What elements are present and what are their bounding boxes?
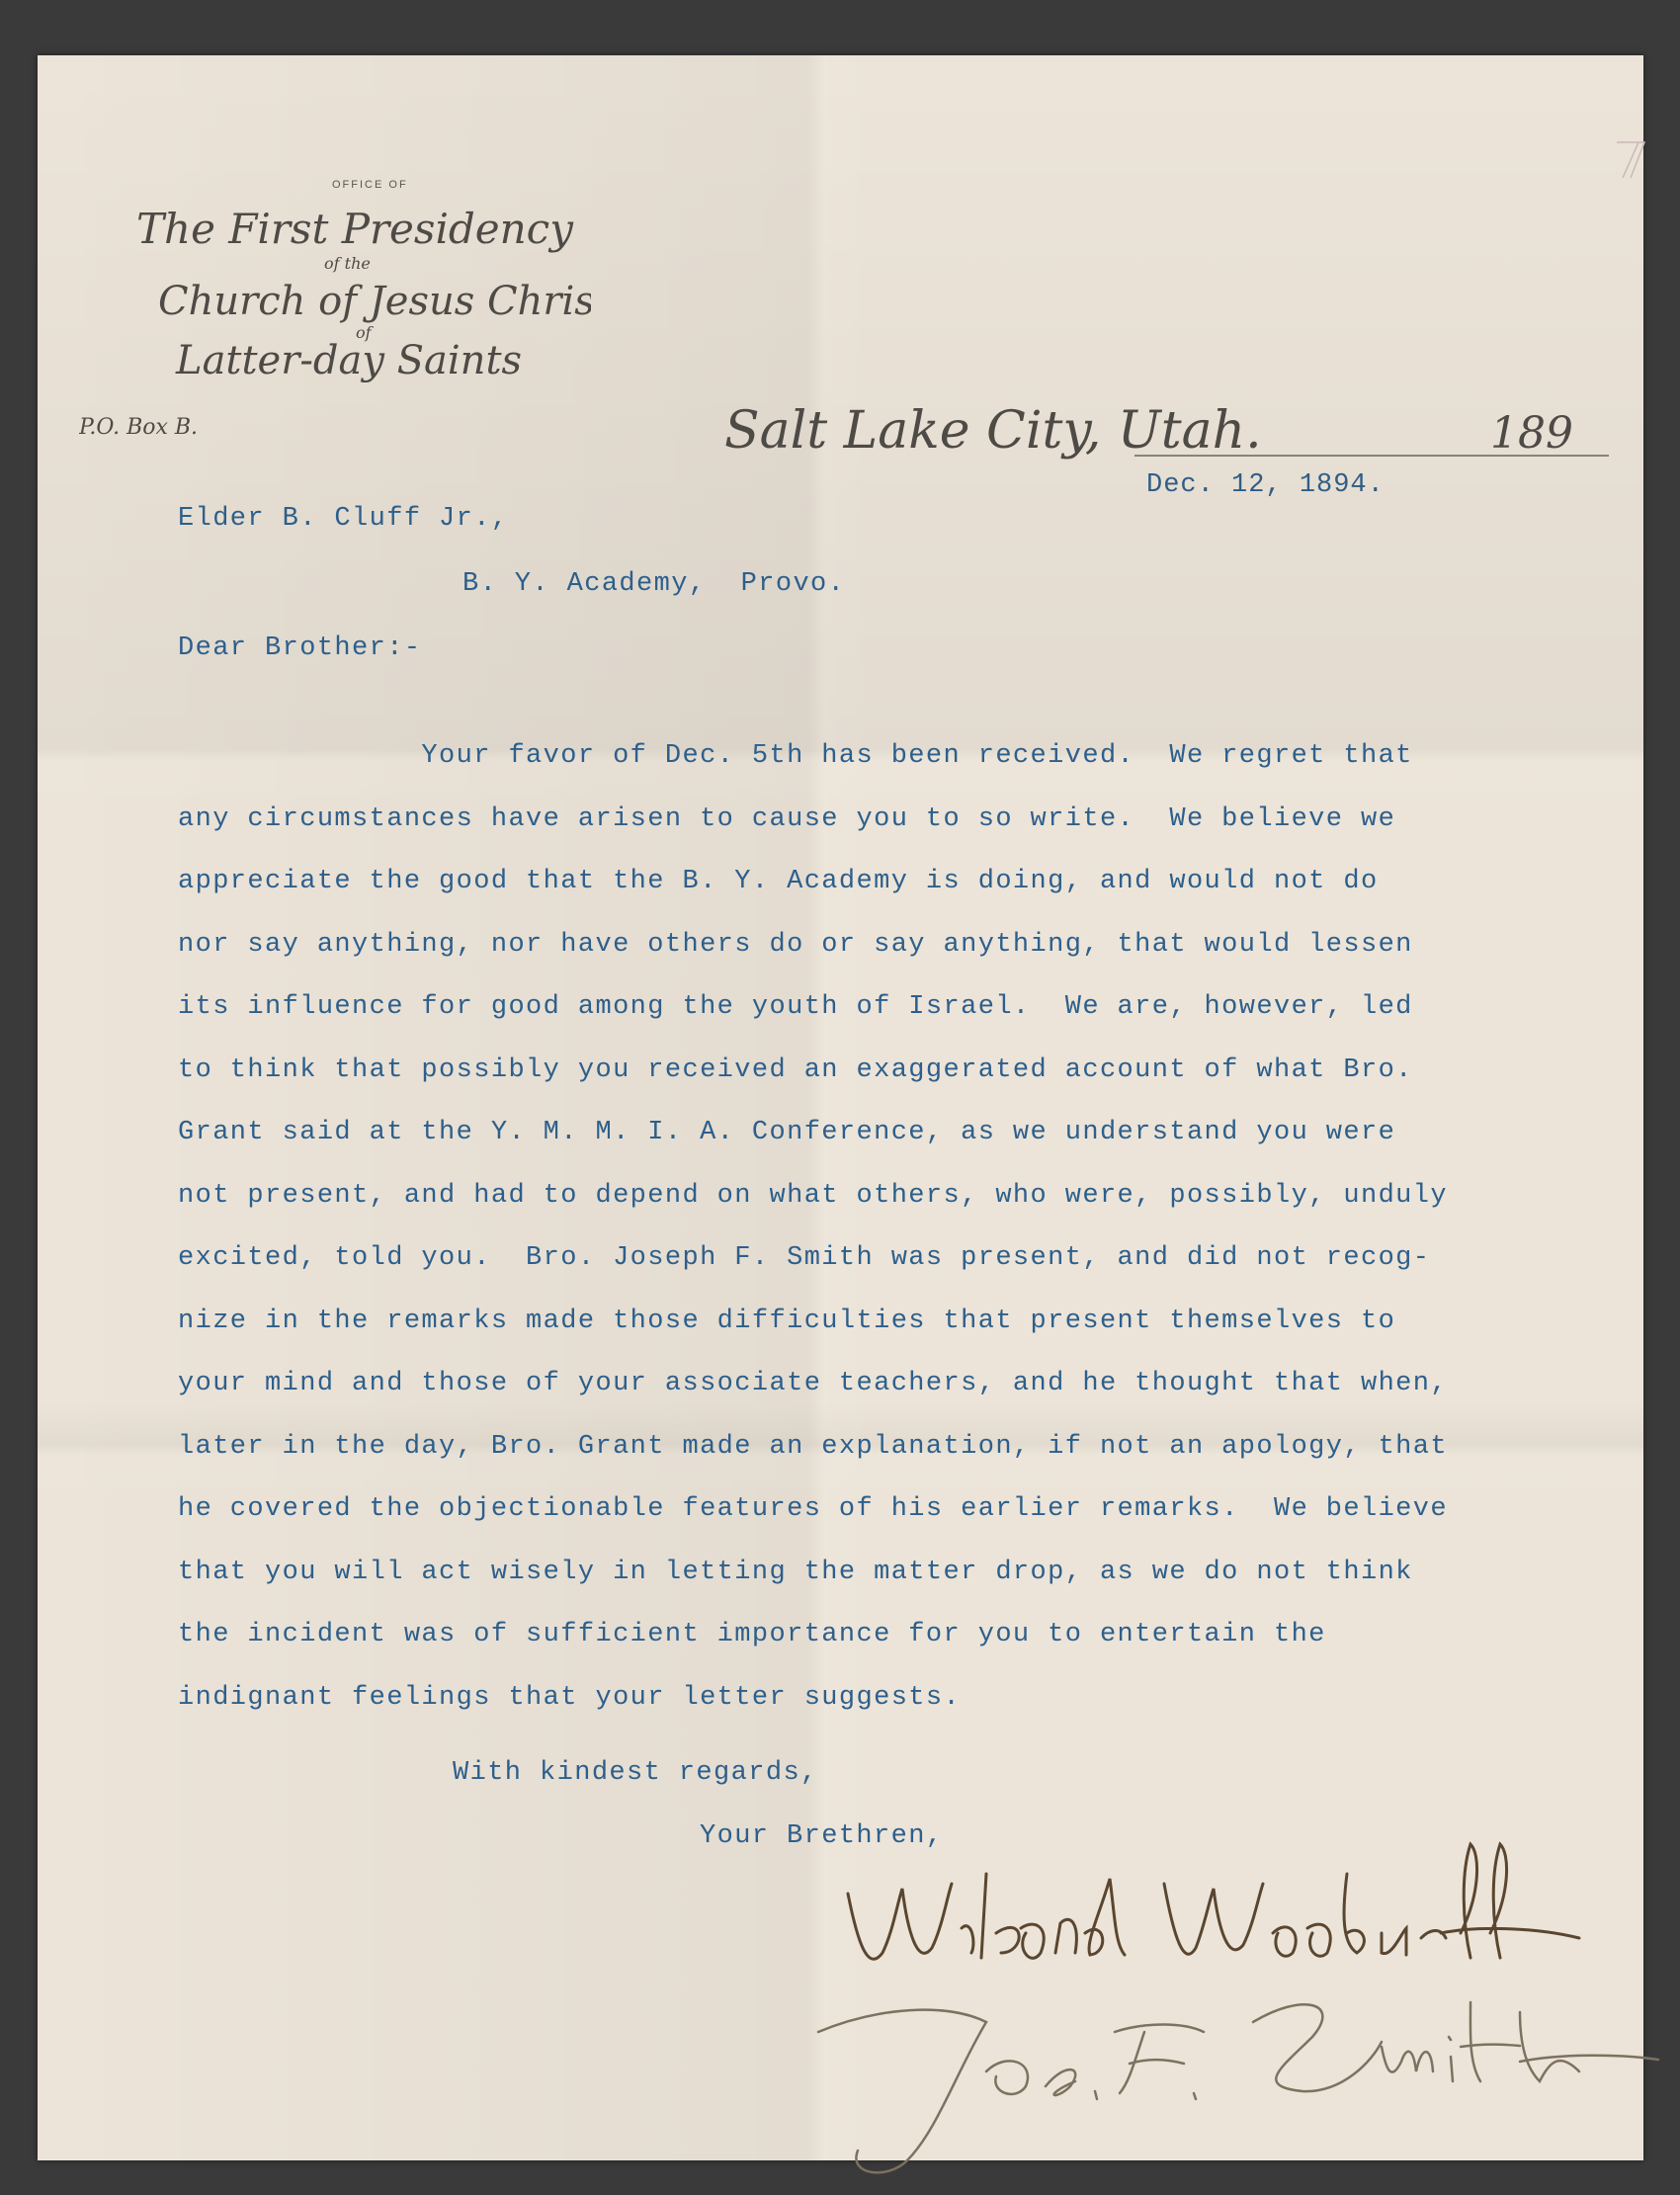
- letter-page: [38, 55, 1643, 2160]
- body-line: that you will act wisely in letting the matter drop, as we do not think: [178, 1557, 1413, 1587]
- body-line: not present, and had to depend on what others, who were, possibly, unduly: [178, 1180, 1448, 1211]
- letterhead-first-presidency: The First Presidency: [136, 205, 573, 253]
- recipient-name: Elder B. Cluff Jr.,: [178, 504, 509, 534]
- letterhead-of: of: [356, 323, 372, 342]
- body-line: appreciate the good that the B. Y. Academy is doing, and would not do: [178, 867, 1379, 896]
- salutation: Dear Brother:-: [178, 633, 422, 663]
- body-line: any circumstances have arisen to cause you to so write. We believe we: [178, 803, 1396, 834]
- closing-brethren: Your Brethren,: [700, 1821, 944, 1851]
- body-line: excited, told you. Bro. Joseph F. Smith was present, and did not recog-: [178, 1243, 1431, 1273]
- signature-wilford-woodruff: [848, 1844, 1579, 1959]
- signature-jos-f-smith: [818, 2002, 1658, 2172]
- body-line: your mind and those of your associate teachers, and he thought that when,: [178, 1369, 1448, 1398]
- letter-date: Dec. 12, 1894.: [1146, 470, 1385, 500]
- body-line: Grant said at the Y. M. M. I. A. Conference, as we understand you were: [178, 1118, 1396, 1147]
- po-box: [79, 406, 257, 446]
- signatures: [789, 1834, 1678, 2190]
- letterhead-church: Church of Jesus Christ: [158, 279, 591, 324]
- recipient-address: B. Y. Academy, Provo.: [462, 569, 846, 599]
- body-line: he covered the objectionable features of his earlier remarks. We believe: [178, 1494, 1448, 1524]
- letterhead-latter-day-saints: Latter-day Saints: [176, 338, 523, 383]
- body-line: nor say anything, nor have others do or say anything, that would lessen: [178, 929, 1413, 960]
- year-prefix: 189: [1490, 408, 1573, 459]
- body-line: nize in the remarks made those difficulties that present themselves to: [178, 1306, 1396, 1336]
- letterhead-of-the: of the: [324, 254, 371, 273]
- body-line: to think that possibly you received an exaggerated account of what Bro.: [178, 1055, 1413, 1085]
- body-line: later in the day, Bro. Grant made an explanation, if not an apology, that: [178, 1431, 1448, 1462]
- body-line: indignant feelings that your letter suggests.: [178, 1682, 962, 1713]
- pencil-page-mark: [1609, 134, 1648, 184]
- place-text: Salt Lake City, Utah.: [724, 401, 1262, 461]
- letter-body: [178, 741, 1621, 1745]
- body-line: its influence for good among the youth of Israel. We are, however, led: [178, 992, 1413, 1022]
- letterhead-office-of: OFFICE OF: [332, 179, 408, 191]
- letterhead: [97, 115, 591, 411]
- body-line: Your favor of Dec. 5th has been received. We regret that: [178, 741, 1413, 771]
- closing: With kindest regards,: [453, 1758, 818, 1788]
- po-box-text: P.O. Box B.: [79, 415, 199, 440]
- body-line: the incident was of sufficient importance for you to entertain the: [178, 1620, 1326, 1649]
